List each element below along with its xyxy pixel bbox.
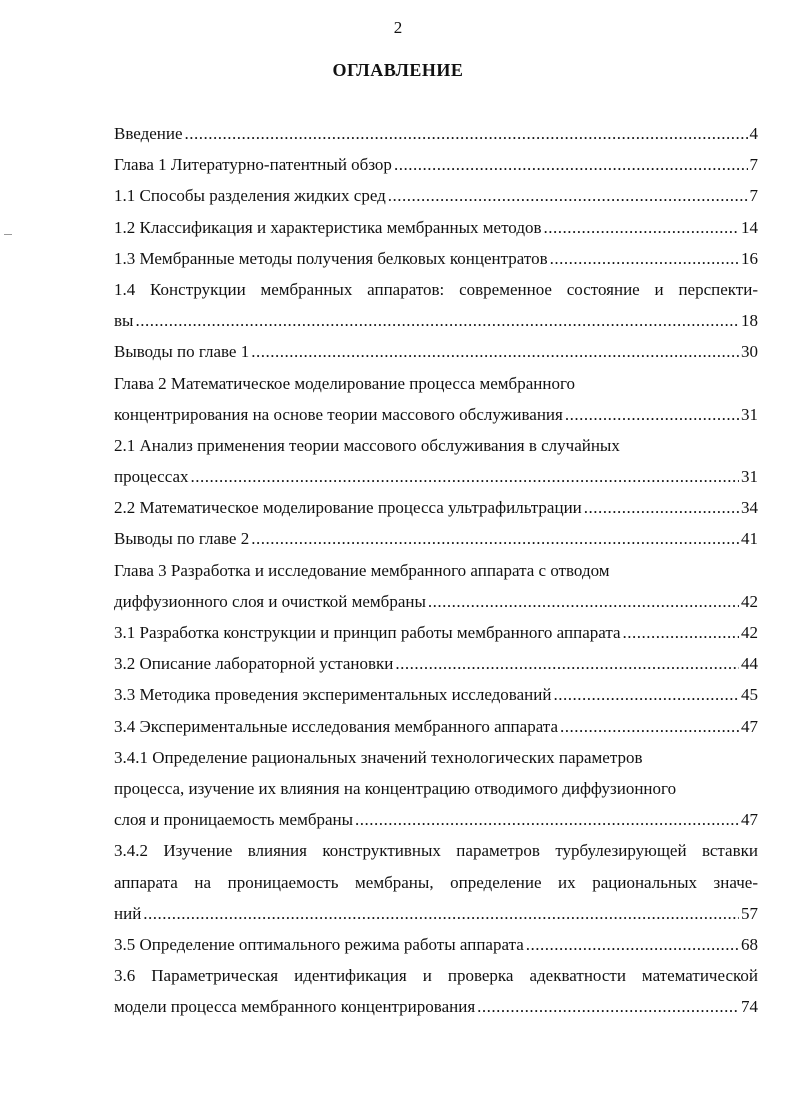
- toc-entry-page: 31: [741, 467, 758, 487]
- toc-entry-title-line: процессах: [114, 467, 189, 487]
- toc-entry-page: 31: [741, 404, 758, 424]
- toc-entry-3-6[interactable]: [114, 960, 758, 1022]
- dot-leader: [135, 305, 739, 336]
- toc-entry-title: Выводы по главе 1: [114, 342, 250, 362]
- dot-leader: [428, 586, 739, 617]
- margin-mark: [4, 234, 12, 235]
- toc-entry-conclusions-1[interactable]: [114, 336, 758, 367]
- toc-entry-1-2[interactable]: [114, 212, 758, 243]
- toc-entry-title: 1.1 Способы разделения жидких сред: [114, 186, 386, 206]
- toc-entry-title-line: 2.1 Анализ применения теории массового обслуживания в случайных: [114, 435, 620, 455]
- toc-entry-title-line: ний: [114, 903, 142, 923]
- toc-entry-page: 4: [749, 124, 758, 143]
- dot-leader: [251, 336, 739, 367]
- toc-entry-title: 2.2 Математическое моделирование процесса ультрафильтрации: [114, 498, 582, 518]
- toc-entry-title: 1.2 Классификация и характеристика мембранных методов: [114, 217, 542, 237]
- toc-entry-3-4[interactable]: [114, 711, 758, 742]
- dot-leader: [395, 648, 739, 679]
- toc-entry-intro[interactable]: [114, 118, 758, 149]
- toc-title: ОГЛАВЛЕНИЕ: [332, 60, 464, 80]
- toc-entry-2-1[interactable]: [114, 430, 758, 492]
- toc-entry-page: 30: [741, 342, 758, 362]
- dot-leader: [143, 898, 739, 929]
- toc-entry-page: 34: [741, 498, 758, 518]
- toc-entry-title-line: слоя и проницаемость мембраны: [114, 810, 354, 830]
- toc-entry-title-line: вы: [114, 311, 134, 331]
- toc-entry-title-line: процесса, изучение их влияния на концентрацию отводимого диффузионного: [114, 778, 677, 798]
- dot-leader: [550, 243, 739, 274]
- toc-entry-chapter-2[interactable]: [114, 368, 758, 430]
- toc-entry-chapter-3[interactable]: [114, 555, 758, 617]
- toc-entry-3-4-2[interactable]: [114, 835, 758, 929]
- toc-entry-title: 3.1 Разработка конструкции и принцип работы мембранного аппарата: [114, 623, 621, 642]
- dot-leader: [544, 212, 740, 243]
- toc-entry-3-2[interactable]: [114, 648, 758, 679]
- toc-entry-title-line: Глава 2 Математическое моделирование процесса мембранного: [114, 373, 576, 393]
- dot-leader: [553, 679, 739, 710]
- dot-leader: [191, 461, 739, 492]
- toc-entry-page: 42: [741, 591, 758, 611]
- toc-entry-1-3[interactable]: [114, 243, 758, 274]
- toc-entry-title: Глава 1 Литературно-патентный обзор: [114, 155, 392, 175]
- dot-leader: [526, 929, 739, 960]
- table-of-contents: [114, 118, 758, 1022]
- page-number: 2: [393, 18, 403, 37]
- dot-leader: [560, 711, 739, 742]
- dot-leader: [394, 149, 748, 180]
- toc-entry-title: 1.3 Мембранные методы получения белковых концентратов: [114, 248, 548, 268]
- dot-leader: [185, 118, 748, 149]
- toc-entry-title-line: Глава 3 Разработка и исследование мембранного аппарата с отводом: [114, 560, 610, 580]
- dot-leader: [355, 804, 739, 835]
- dot-leader: [623, 617, 739, 648]
- toc-entry-title: 3.2 Описание лабораторной установки: [114, 654, 394, 674]
- toc-entry-page: 45: [741, 685, 758, 705]
- toc-entry-3-3[interactable]: [114, 679, 758, 710]
- toc-entry-title: Выводы по главе 2: [114, 529, 250, 549]
- toc-entry-chapter-1[interactable]: [114, 149, 758, 180]
- toc-entry-page: 68: [741, 934, 758, 954]
- toc-entry-title-line: 3.4.1 Определение рациональных значений технологических параметров: [114, 747, 643, 767]
- toc-entry-title-line: концентрирования на основе теории массового обслуживания: [114, 404, 563, 424]
- toc-entry-page: 7: [749, 186, 758, 206]
- toc-entry-page: 7: [749, 155, 758, 175]
- toc-entry-page: 42: [741, 623, 758, 642]
- dot-leader: [584, 492, 739, 523]
- toc-entry-3-1[interactable]: [114, 617, 758, 648]
- toc-entry-conclusions-2[interactable]: [114, 523, 758, 554]
- toc-entry-title: 3.3 Методика проведения экспериментальных исследований: [114, 685, 552, 705]
- toc-entry-title-line: диффузионного слоя и очисткой мембраны: [114, 591, 426, 611]
- dot-leader: [251, 523, 739, 554]
- toc-entry-2-2[interactable]: [114, 492, 758, 523]
- toc-entry-page: 47: [741, 716, 758, 736]
- toc-entry-title-line: 1.4 Конструкции мембранных аппаратов: современное состояние и перспекти-: [114, 279, 758, 299]
- toc-entry-3-4-1[interactable]: [114, 742, 758, 836]
- toc-entry-title: Введение: [114, 124, 183, 143]
- toc-entry-title-line: модели процесса мембранного концентрирования: [114, 997, 476, 1017]
- toc-entry-page: 18: [741, 311, 758, 331]
- toc-entry-page: 44: [741, 654, 758, 674]
- toc-entry-title-line: 3.6 Параметрическая идентификация и проверка адекватности математической: [114, 966, 758, 986]
- dot-leader: [388, 180, 748, 211]
- toc-entry-3-5[interactable]: [114, 929, 758, 960]
- toc-entry-title-line: аппарата на проницаемость мембраны, определение их рациональных значе-: [114, 872, 758, 892]
- toc-entry-title-line: 3.4.2 Изучение влияния конструктивных параметров турбулезирующей вставки: [114, 841, 758, 861]
- toc-entry-page: 47: [741, 810, 758, 830]
- toc-entry-page: 14: [741, 217, 758, 237]
- toc-entry-1-4[interactable]: [114, 274, 758, 336]
- dot-leader: [477, 991, 739, 1022]
- toc-entry-1-1[interactable]: [114, 180, 758, 211]
- toc-entry-page: 16: [741, 248, 758, 268]
- toc-entry-page: 41: [741, 529, 758, 549]
- toc-entry-page: 74: [741, 997, 758, 1017]
- toc-entry-title: 3.4 Экспериментальные исследования мембранного аппарата: [114, 716, 558, 736]
- dot-leader: [565, 399, 739, 430]
- toc-entry-page: 57: [741, 903, 758, 923]
- toc-entry-title: 3.5 Определение оптимального режима работы аппарата: [114, 934, 524, 954]
